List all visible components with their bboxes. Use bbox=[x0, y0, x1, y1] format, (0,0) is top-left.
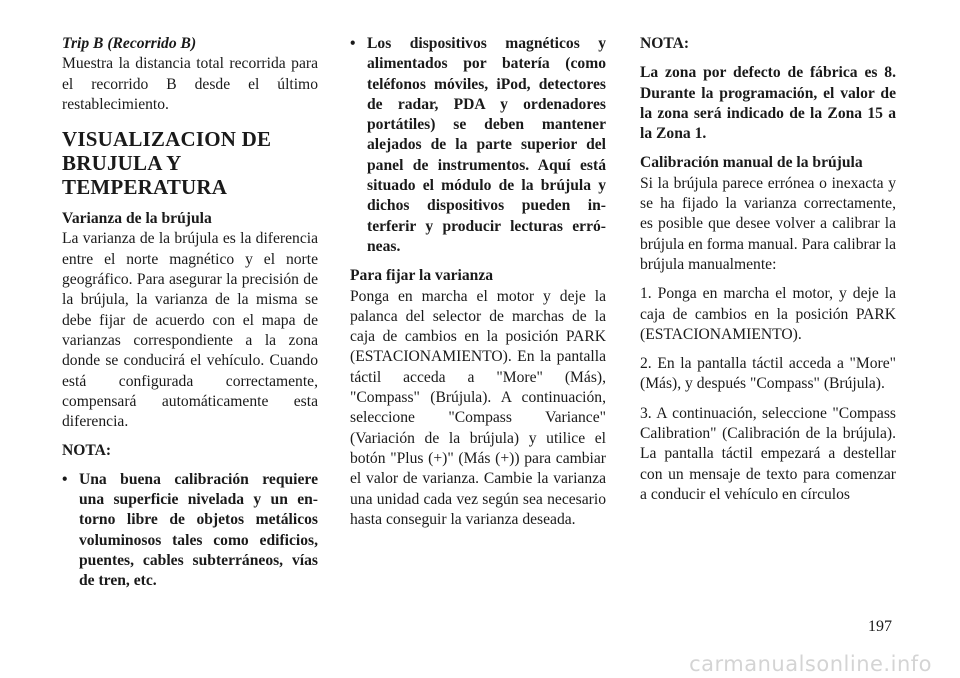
bullet-dot-icon: • bbox=[350, 35, 356, 52]
nota-label: NOTA: bbox=[62, 442, 112, 460]
bullet-dot-icon: • bbox=[62, 470, 68, 488]
trip-b-heading: Trip B (Recorrido B) bbox=[62, 35, 197, 52]
trip-b-text: Muestra la distancia total recorrida para el recorrido B desde el último restablecimiento. bbox=[62, 55, 318, 113]
section-title: VISUALIZACION DE BRUJULA Y TEMPERATURA bbox=[62, 127, 272, 200]
device-bullet-list bbox=[350, 34, 606, 257]
step-2: 2. En la pantalla táctil acceda a "More" (Más), y después "Compass" (Brújula). bbox=[640, 355, 896, 393]
calibracion-text: Si la brújula parece errónea o inexacta y se ha fijado la varianza correctamente, es posible que desee volver a calibrar la brújula en forma manual. Para calibrar la brújula manualmente: bbox=[640, 174, 896, 273]
fijar-varianza-text: Ponga en marcha el motor y deje la palanca del selector de marchas de la caja de cambios en la posición PARK (ESTACIONAMIENTO). En la pantalla táctil acceda a "More" (Más), "Compass" (Brújula). A continuación, seleccione "Compass Variance" (Variación de la brújula) y utilice el botón "Plus (+)" (Más (+)) para cambiar el valor de varianza. Cambie la varianza una unidad cada vez según sea necesario hasta conseguir la varianza deseada. bbox=[350, 287, 606, 528]
nota-label: NOTA: bbox=[640, 35, 690, 52]
step-1: 1. Ponga en marcha el motor, y deje la caja de cambios en la posición PARK (ESTACIONAMIENTO). bbox=[640, 285, 896, 343]
bullet-text: Los dispositivos magnéticos y alimentados por batería (como teléfonos móviles, iPod, detectores de radar, PDA y ordenadores portátiles) se deben mantener alejados de la parte superior del panel de instrumentos. Aquí está situado el módulo de la brújula y dichos dispositivos pueden interferir y producir lecturas erróneas. bbox=[367, 35, 606, 255]
watermark: carmanualsonline.info bbox=[689, 652, 932, 676]
step-3: 3. A continuación, seleccione "Compass Calibration" (Calibración de la brújula). La pantalla táctil empezará a destellar con un mensaje de texto para comenzar a conducir el vehículo en círculos bbox=[640, 404, 896, 503]
calibracion-heading: Calibración manual de la brújula bbox=[640, 154, 863, 172]
nota-text: La zona por defecto de fábrica es 8. Durante la programación, el valor de la zona será indicado de la Zona 15 a la Zona 1. bbox=[640, 64, 896, 143]
varianza-text: La varianza de la brújula es la diferencia entre el norte magnético y el norte geográfico. Para asegurar la precisión de la brújula, la varianza de la misma se debe fijar de acuerdo con el mapa de varianzas correspondiente a la zona donde se conducirá el vehículo. Cuando está configurada correctamente, compensará automáticamente esta diferencia. bbox=[62, 230, 318, 431]
bullet-text: Una buena calibración requiere una superficie nivelada y un entorno libre de objetos metálicos voluminosos tales como edificios, puentes, cables subterráneos, vías de tren, etc. bbox=[79, 470, 318, 590]
bullet-item bbox=[350, 34, 606, 257]
bullet-item bbox=[62, 470, 318, 592]
nota-bullet-list bbox=[62, 470, 318, 592]
column-middle bbox=[350, 34, 606, 530]
varianza-heading: Varianza de la brújula bbox=[62, 210, 212, 228]
fijar-varianza-heading: Para fijar la varianza bbox=[350, 267, 494, 285]
page-number: 197 bbox=[868, 618, 892, 635]
column-right bbox=[640, 34, 896, 505]
column-left bbox=[62, 34, 318, 592]
